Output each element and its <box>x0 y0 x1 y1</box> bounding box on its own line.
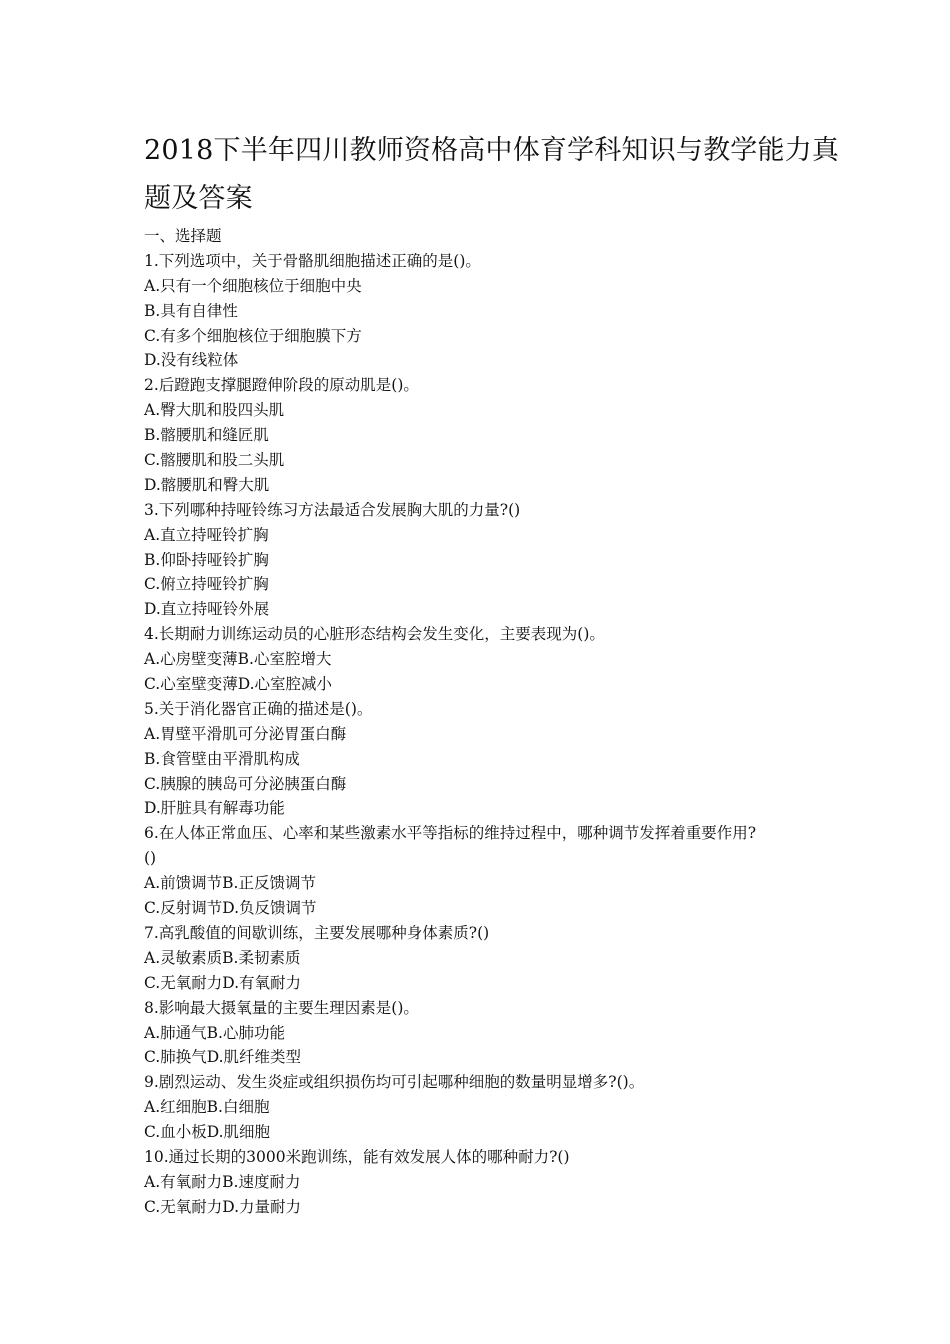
q7-options-ab: A.灵敏素质B.柔韧素质 <box>144 948 301 967</box>
q3-option-d: D.直立持哑铃外展 <box>144 600 270 619</box>
q2-option-b: B.髂腰肌和缝匠肌 <box>144 426 269 445</box>
question-4: 4.长期耐力训练运动员的心脏形态结构会发生变化，主要表现为()。 <box>144 625 605 644</box>
question-2: 2.后蹬跑支撑腿蹬伸阶段的原动肌是()。 <box>144 376 419 395</box>
q10-options-cd: C.无氧耐力D.力量耐力 <box>144 1197 302 1216</box>
q1-option-a: A.只有一个细胞核位于细胞中央 <box>144 276 362 295</box>
q10-options-ab: A.有氧耐力B.速度耐力 <box>144 1172 301 1191</box>
question-5: 5.关于消化器官正确的描述是()。 <box>144 699 373 718</box>
document-title-line-2: 题及答案 <box>144 183 253 214</box>
q6-options-cd: C.反射调节D.负反馈调节 <box>144 899 317 918</box>
document-title-line-1: 2018下半年四川教师资格高中体育学科知识与教学能力真 <box>144 135 840 166</box>
question-7: 7.高乳酸值的间歇训练，主要发展哪种身体素质?() <box>144 923 490 942</box>
q5-option-b: B.食管壁由平滑肌构成 <box>144 749 300 768</box>
q1-option-d: D.没有线粒体 <box>144 351 239 370</box>
question-1: 1.下列选项中，关于骨骼肌细胞描述正确的是()。 <box>144 251 481 270</box>
q2-option-a: A.臀大肌和股四头肌 <box>144 401 285 420</box>
section-heading: 一、选择题 <box>144 227 222 245</box>
q9-options-cd: C.血小板D.肌细胞 <box>144 1123 271 1142</box>
q2-option-c: C.髂腰肌和股二头肌 <box>144 451 285 470</box>
q1-option-b: B.具有自律性 <box>144 301 238 320</box>
q3-option-b: B.仰卧持哑铃扩胸 <box>144 550 269 569</box>
document-body <box>144 224 834 1220</box>
q4-options-cd: C.心室壁变薄D.心室腔减小 <box>144 675 333 694</box>
question-6-continued: () <box>144 849 157 868</box>
q8-options-cd: C.肺换气D.肌纤维类型 <box>144 1048 302 1067</box>
q5-option-d: D.肝脏具有解毒功能 <box>144 799 285 818</box>
q3-option-c: C.俯立持哑铃扩胸 <box>144 575 269 594</box>
question-8: 8.影响最大摄氧量的主要生理因素是()。 <box>144 998 419 1017</box>
q5-option-a: A.胃壁平滑肌可分泌胃蛋白酶 <box>144 724 347 743</box>
q8-options-ab: A.肺通气B.心肺功能 <box>144 1023 285 1042</box>
question-10: 10.通过长期的3000米跑训练，能有效发展人体的哪种耐力?() <box>144 1147 570 1166</box>
q9-options-ab: A.红细胞B.白细胞 <box>144 1098 270 1117</box>
q1-option-c: C.有多个细胞核位于细胞膜下方 <box>144 326 362 345</box>
q6-options-ab: A.前馈调节B.正反馈调节 <box>144 874 316 893</box>
q3-option-a: A.直立持哑铃扩胸 <box>144 525 269 544</box>
q2-option-d: D.髂腰肌和臀大肌 <box>144 475 270 494</box>
question-6: 6.在人体正常血压、心率和某些激素水平等指标的维持过程中，哪种调节发挥着重要作用? <box>144 824 757 843</box>
question-3: 3.下列哪种持哑铃练习方法最适合发展胸大肌的力量?() <box>144 500 521 519</box>
question-9: 9.剧烈运动、发生炎症或组织损伤均可引起哪种细胞的数量明显增多?()。 <box>144 1073 645 1092</box>
q4-options-ab: A.心房壁变薄B.心室腔增大 <box>144 650 332 669</box>
q5-option-c: C.胰腺的胰岛可分泌胰蛋白酶 <box>144 774 347 793</box>
q7-options-cd: C.无氧耐力D.有氧耐力 <box>144 973 302 992</box>
